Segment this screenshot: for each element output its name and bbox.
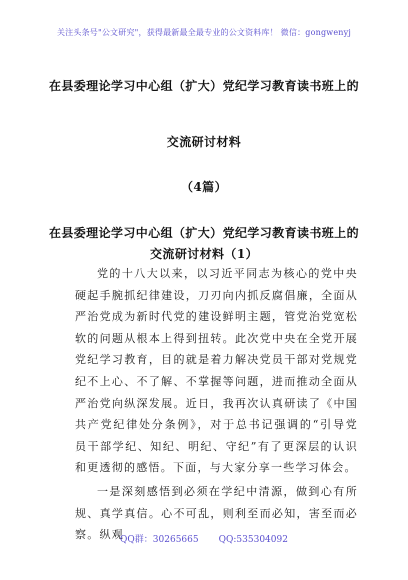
header-promo-note: 关注头条号"公文研究"，获得最新最全最专业的公文资料库！ 微信：gongwenyj <box>56 28 352 37</box>
footer-qq-group: QQ群：30265665 <box>120 535 199 545</box>
cover-subtitle: 交流研讨材料 <box>166 135 242 149</box>
section-title-line1: 在县委理论学习中心组（扩大）党纪学习教育读书班上的 <box>48 226 359 240</box>
cover-title: 在县委理论学习中心组（扩大）党纪学习教育读书班上的 <box>48 79 359 93</box>
footer-contact <box>0 532 408 545</box>
footer-qq-number: QQ:535304092 <box>218 535 288 545</box>
article-count: （4篇） <box>181 180 227 194</box>
body-paragraph-2: 一是深刻感悟到必须在学纪中清源，做到心有所规、真学真信。心不可乱，则利至而必知，害至而必察。纵观 <box>75 485 358 542</box>
section-title-line2: 交流研讨材料（1） <box>150 247 258 261</box>
body-paragraph-1: 党的十八大以来，以习近平同志为核心的党中央硬起手腕抓纪律建设，刀刃向内抓反腐倡廉，全面从严治党成为新时代党的建设鲜明主题，管党治党宽松软的问题从根本上得到扭转。此次党中央在全党开展党纪学习教育，目的就是着力解决党员干部对党规党纪不上心、不了解、不掌握等问题，进而推动全面从严治党向纵深发展。近日，我再次认真研读了《中国共产党纪律处分条例》，对于总书记强调的“引导党员干部学纪、知纪、明纪、守纪”有了更深层的认识和更透彻的感悟。下面，与大家分享一些学习体会。 <box>75 267 358 475</box>
